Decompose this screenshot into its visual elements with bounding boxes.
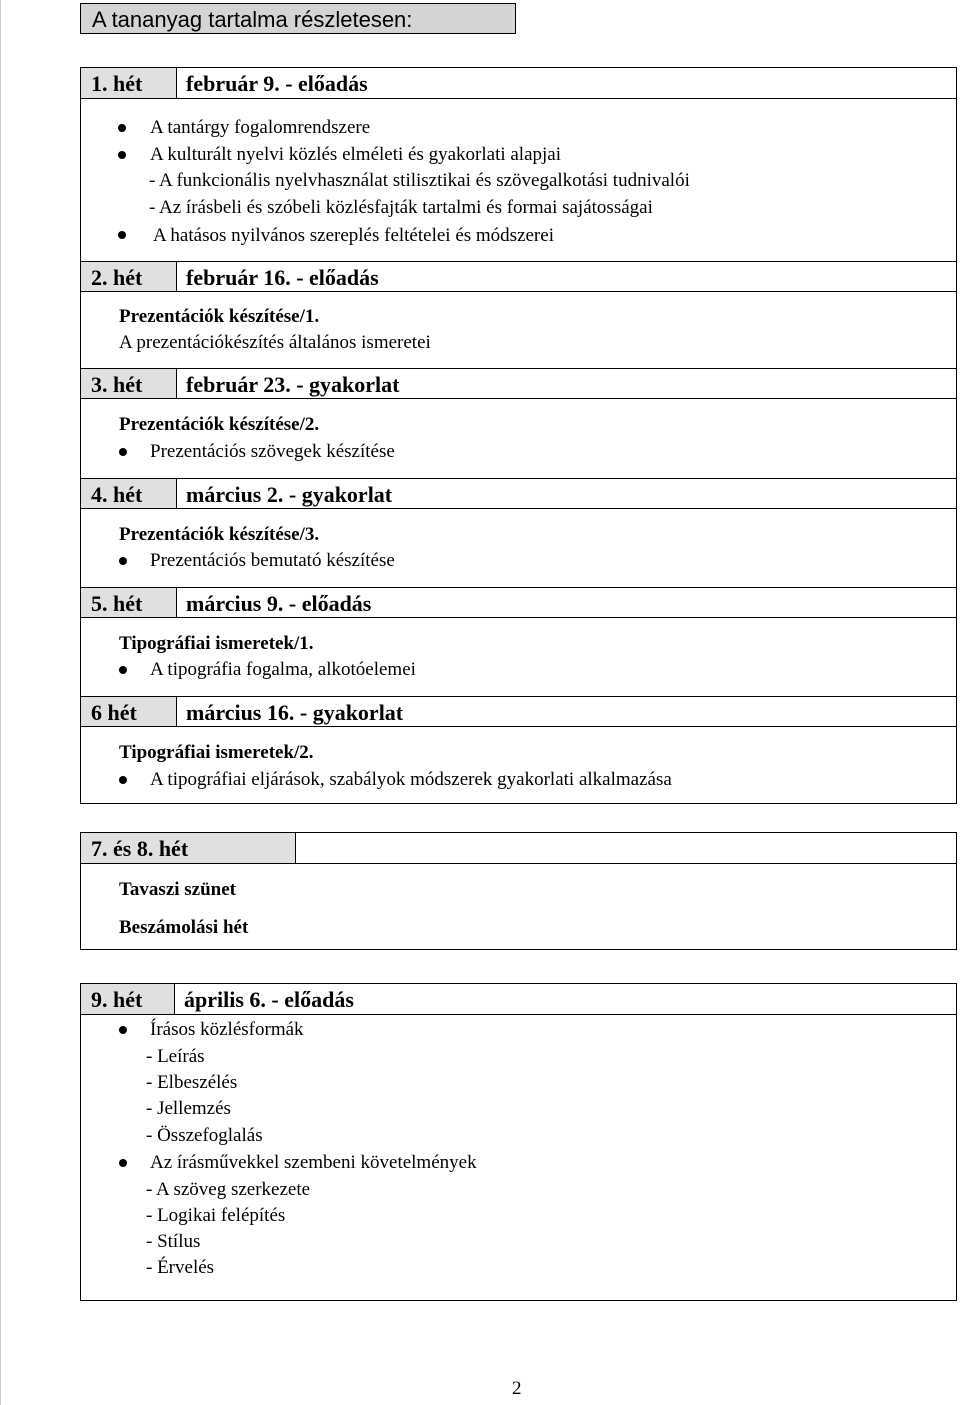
schedule-section-3 — [80, 983, 957, 1301]
week-label: 6 hét — [81, 696, 177, 727]
sub-list-item: - Összefoglalás — [146, 1125, 263, 1146]
week-date: február 9. - előadás — [177, 68, 956, 99]
list-item: A prezentációkészítés általános ismeretei — [119, 332, 431, 353]
list-item: Prezentációs szövegek készítése — [150, 441, 395, 462]
list-item: A kulturált nyelvi közlés elméleti és gyakorlati alapjai — [150, 144, 562, 165]
sub-list-item: - Stílus — [146, 1231, 201, 1252]
info-line: Beszámolási hét — [119, 917, 249, 938]
week-date: február 16. - előadás — [177, 261, 956, 292]
topic-title: Tipográfiai ismeretek/1. — [119, 633, 314, 654]
week-date: március 16. - gyakorlat — [177, 696, 956, 727]
bullet-icon — [119, 1026, 127, 1034]
topic-title: Prezentációk készítése/2. — [119, 414, 320, 435]
week-label: 5. hét — [81, 587, 177, 618]
week-label: 4. hét — [81, 478, 177, 509]
list-item: A tantárgy fogalomrendszere — [150, 117, 371, 138]
week-label: 9. hét — [81, 984, 175, 1015]
bullet-icon — [119, 557, 127, 565]
week-date: április 6. - előadás — [175, 984, 956, 1015]
bullet-icon — [119, 448, 127, 456]
bullet-icon — [119, 666, 127, 674]
list-item: Írásos közlésformák — [150, 1019, 304, 1040]
sub-list-item: - Az írásbeli és szóbeli közlésfajták tartalmi és formai sajátosságai — [149, 197, 653, 218]
week-date: március 2. - gyakorlat — [177, 478, 956, 509]
page-title: A tananyag tartalma részletesen: — [80, 3, 516, 34]
week-label: 7. és 8. hét — [81, 833, 296, 864]
sub-list-item: - A funkcionális nyelvhasználat stilisztikai és szövegalkotási tudnivalói — [149, 170, 690, 191]
topic-title: Prezentációk készítése/1. — [119, 306, 320, 327]
sub-list-item: - Logikai felépítés — [146, 1205, 286, 1226]
sub-list-item: - Jellemzés — [146, 1098, 231, 1119]
schedule-section-1 — [80, 67, 957, 804]
week-date: február 23. - gyakorlat — [177, 368, 956, 399]
sub-list-item: - Leírás — [146, 1046, 205, 1067]
topic-title: Tipográfiai ismeretek/2. — [119, 742, 314, 763]
list-item: A tipográfiai eljárások, szabályok módszerek gyakorlati alkalmazása — [150, 769, 672, 790]
header-spacer — [296, 833, 956, 864]
topic-title: Prezentációk készítése/3. — [119, 524, 320, 545]
bullet-icon — [118, 151, 126, 159]
page-number: 2 — [512, 1378, 522, 1399]
list-item: Prezentációs bemutató készítése — [150, 550, 395, 571]
sub-list-item: - Elbeszélés — [146, 1072, 238, 1093]
list-item: A tipográfia fogalma, alkotóelemei — [150, 659, 416, 680]
list-item: Az írásművekkel szembeni követelmények — [150, 1152, 477, 1173]
page-edge — [0, 0, 1, 1405]
info-line: Tavaszi szünet — [119, 879, 237, 900]
week-label: 3. hét — [81, 368, 177, 399]
schedule-section-2 — [80, 832, 957, 950]
week-date: március 9. - előadás — [177, 587, 956, 618]
sub-list-item: - A szöveg szerkezete — [146, 1179, 311, 1200]
bullet-icon — [118, 231, 126, 239]
bullet-icon — [119, 1159, 127, 1167]
list-item: A hatásos nyilvános szereplés feltételei és módszerei — [153, 225, 554, 246]
week-label: 1. hét — [81, 68, 177, 99]
week-label: 2. hét — [81, 261, 177, 292]
bullet-icon — [118, 124, 126, 132]
bullet-icon — [119, 776, 127, 784]
sub-list-item: - Érvelés — [146, 1257, 215, 1278]
